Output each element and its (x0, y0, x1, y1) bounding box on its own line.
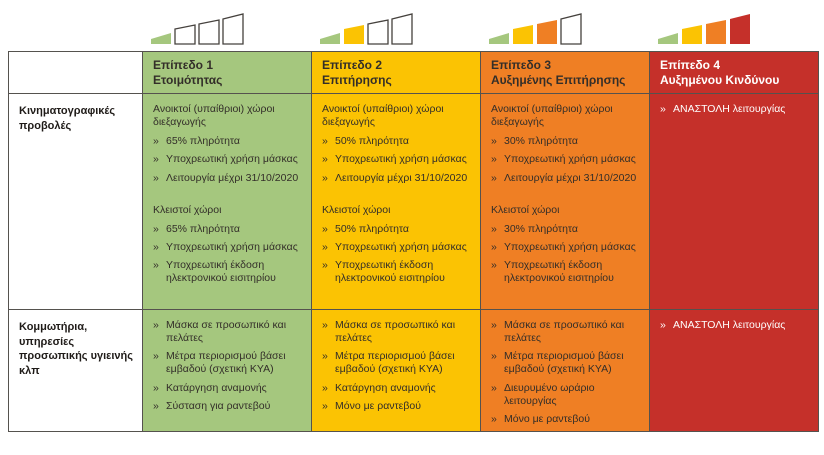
bullet-marker-icon: » (491, 350, 497, 363)
bullet-marker-icon: » (322, 319, 328, 331)
measure-item (491, 382, 640, 408)
measure-item (491, 172, 640, 185)
measure-item (153, 223, 302, 236)
measure-item (491, 135, 640, 148)
measure-item-text: Υποχρεωτική χρήση μάσκας (166, 240, 298, 253)
measure-item (153, 350, 302, 376)
measure-item-text: 50% πληρότητα (335, 135, 409, 148)
bullet-marker-icon: » (322, 135, 328, 148)
measure-item (153, 241, 302, 254)
measure-item-text: Μέτρα περιορισμού βάσει εμβαδού (σχετική ΚΥΑ) (166, 350, 286, 376)
measure-item (322, 153, 471, 166)
level-1-cell (142, 309, 311, 431)
risk-level-2-icon (310, 13, 479, 45)
measure-item-text: Μόνο με ραντεβού (335, 399, 421, 412)
levels-table (8, 51, 819, 432)
measure-item-text: 30% πληρότητα (504, 135, 578, 148)
measure-item (491, 319, 640, 345)
bullet-marker-icon: » (322, 350, 328, 363)
bullet-marker-icon: » (153, 135, 159, 148)
measure-item (660, 103, 809, 116)
level-2-cell (311, 93, 480, 309)
measure-item (322, 223, 471, 236)
cell-spacer (322, 190, 471, 204)
level-header-title-line2: Επιτήρησης (322, 72, 392, 87)
bullet-marker-icon: » (153, 153, 159, 166)
measure-item-text: 30% πληρότητα (504, 222, 578, 235)
risk-level-3-icon (479, 13, 648, 45)
bullet-marker-icon: » (491, 222, 497, 235)
bullet-marker-icon: » (322, 240, 328, 253)
measure-item-text: Μάσκα σε προσωπικό και πελάτες (504, 319, 625, 345)
measure-item-text: Μόνο με ραντεβού (504, 412, 590, 425)
level-4-cell (649, 93, 818, 309)
risk-level-1-icon (141, 13, 310, 45)
bullet-marker-icon: » (322, 222, 328, 235)
bullet-marker-icon: » (153, 319, 159, 331)
measure-item (322, 259, 471, 285)
measure-group-heading: Κλειστοί χώροι (322, 203, 391, 216)
measure-item-text: Λειτουργία μέχρι 31/10/2020 (166, 171, 299, 184)
bullet-marker-icon: » (322, 171, 328, 184)
measure-group-heading: Ανοικτοί (υπαίθριοι) χώροι διεξαγωγής (153, 103, 275, 129)
measure-item (153, 153, 302, 166)
measure-item-text: Μάσκα σε προσωπικό και πελάτες (166, 319, 287, 345)
bullet-marker-icon: » (153, 259, 159, 271)
level-1-header (142, 52, 311, 93)
table-corner-cell (9, 52, 142, 93)
row-label: Κινηματογραφικές προβολές (9, 93, 142, 309)
bullet-marker-icon: » (491, 135, 497, 148)
level-icons-row (8, 13, 817, 45)
measure-item-text: 50% πληρότητα (335, 222, 409, 235)
level-header-title-line1: Επίπεδο 3 (491, 58, 552, 72)
measure-item-text: Κατάργηση αναμονής (166, 381, 267, 394)
measure-item (322, 172, 471, 185)
bullet-marker-icon: » (322, 153, 328, 166)
measure-item (322, 135, 471, 148)
bullet-marker-icon: » (491, 240, 497, 253)
measure-item-text: Υποχρεωτική χρήση μάσκας (335, 153, 467, 166)
measure-group-heading: Κλειστοί χώροι (153, 203, 222, 216)
measure-item (491, 259, 640, 285)
level-3-cell (480, 309, 649, 431)
bullet-marker-icon: » (153, 240, 159, 253)
measure-item (153, 259, 302, 285)
bullet-marker-icon: » (153, 381, 159, 394)
measure-item-text: Υποχρεωτική χρήση μάσκας (504, 240, 636, 253)
level-4-cell (649, 309, 818, 431)
measure-item (322, 319, 471, 345)
icons-row-spacer (8, 13, 141, 45)
bullet-marker-icon: » (322, 399, 328, 412)
measure-item-text: Κατάργηση αναμονής (335, 381, 436, 394)
measure-item (153, 400, 302, 413)
cell-spacer (491, 190, 640, 204)
bullet-marker-icon: » (322, 259, 328, 271)
measure-item (491, 413, 640, 426)
bullet-marker-icon: » (491, 171, 497, 184)
measure-item-text: Διευρυμένο ωράριο λειτουργίας (504, 381, 595, 407)
level-header-title-line2: Ετοιμότητας (153, 72, 223, 87)
level-header-title-line1: Επίπεδο 1 (153, 58, 214, 72)
measure-item (322, 382, 471, 395)
measure-item-text: Μέτρα περιορισμού βάσει εμβαδού (σχετική ΚΥΑ) (335, 350, 455, 376)
measure-item (322, 400, 471, 413)
measure-item-text: Υποχρεωτική χρήση μάσκας (504, 153, 636, 166)
bullet-marker-icon: » (660, 103, 666, 115)
row-label: Κομμωτήρια, υπηρεσίες προσωπικής υγιεινής κλπ (9, 309, 142, 431)
level-3-cell (480, 93, 649, 309)
measure-item-text: Μέτρα περιορισμού βάσει εμβαδού (σχετική ΚΥΑ) (504, 350, 624, 376)
level-3-header (480, 52, 649, 93)
measure-item-text: Υποχρεωτική έκδοση ηλεκτρονικού εισιτηρίου (504, 259, 614, 285)
measure-item (153, 172, 302, 185)
bullet-marker-icon: » (153, 171, 159, 184)
level-header-title-line1: Επίπεδο 4 (660, 58, 721, 72)
bullet-marker-icon: » (153, 399, 159, 412)
level-2-header (311, 52, 480, 93)
measure-item (491, 241, 640, 254)
measure-group-heading: Κλειστοί χώροι (491, 203, 560, 216)
measure-item (153, 135, 302, 148)
bullet-marker-icon: » (491, 153, 497, 166)
bullet-marker-icon: » (491, 319, 497, 331)
measure-item-text: Υποχρεωτική χρήση μάσκας (335, 240, 467, 253)
level-header-title-line2: Αυξημένου Κινδύνου (660, 72, 780, 87)
level-1-cell (142, 93, 311, 309)
measure-item-text: Μάσκα σε προσωπικό και πελάτες (335, 319, 456, 345)
cell-spacer (153, 190, 302, 204)
measure-item-text: 65% πληρότητα (166, 222, 240, 235)
level-2-cell (311, 309, 480, 431)
measure-item (322, 241, 471, 254)
measure-item-text: Σύσταση για ραντεβού (166, 399, 271, 412)
measure-group-heading: Ανοικτοί (υπαίθριοι) χώροι διεξαγωγής (491, 103, 613, 129)
measure-item-text: ΑΝΑΣΤΟΛΗ λειτουργίας (673, 319, 786, 331)
measure-group-heading: Ανοικτοί (υπαίθριοι) χώροι διεξαγωγής (322, 103, 444, 129)
bullet-marker-icon: » (660, 319, 666, 331)
measure-item-text: 65% πληρότητα (166, 135, 240, 148)
level-4-header (649, 52, 818, 93)
risk-level-4-icon (648, 13, 817, 45)
bullet-marker-icon: » (153, 222, 159, 235)
measure-item-text: Υποχρεωτική χρήση μάσκας (166, 153, 298, 166)
measure-item (491, 153, 640, 166)
level-header-title-line2: Αυξημένης Επιτήρησης (491, 72, 626, 87)
bullet-marker-icon: » (153, 350, 159, 363)
measure-item (322, 350, 471, 376)
measure-item (153, 319, 302, 345)
measure-item (491, 350, 640, 376)
measure-item-text: Υποχρεωτική έκδοση ηλεκτρονικού εισιτηρίου (335, 259, 445, 285)
measure-item-text: ΑΝΑΣΤΟΛΗ λειτουργίας (673, 103, 786, 115)
level-header-title-line1: Επίπεδο 2 (322, 58, 383, 72)
bullet-marker-icon: » (491, 381, 497, 394)
measure-item (660, 319, 809, 332)
bullet-marker-icon: » (491, 259, 497, 271)
measure-item-text: Λειτουργία μέχρι 31/10/2020 (504, 171, 637, 184)
bullet-marker-icon: » (491, 412, 497, 425)
bullet-marker-icon: » (322, 381, 328, 394)
measure-item-text: Λειτουργία μέχρι 31/10/2020 (335, 171, 468, 184)
measure-item (153, 382, 302, 395)
measure-item-text: Υποχρεωτική έκδοση ηλεκτρονικού εισιτηρίου (166, 259, 276, 285)
measure-item (491, 223, 640, 236)
